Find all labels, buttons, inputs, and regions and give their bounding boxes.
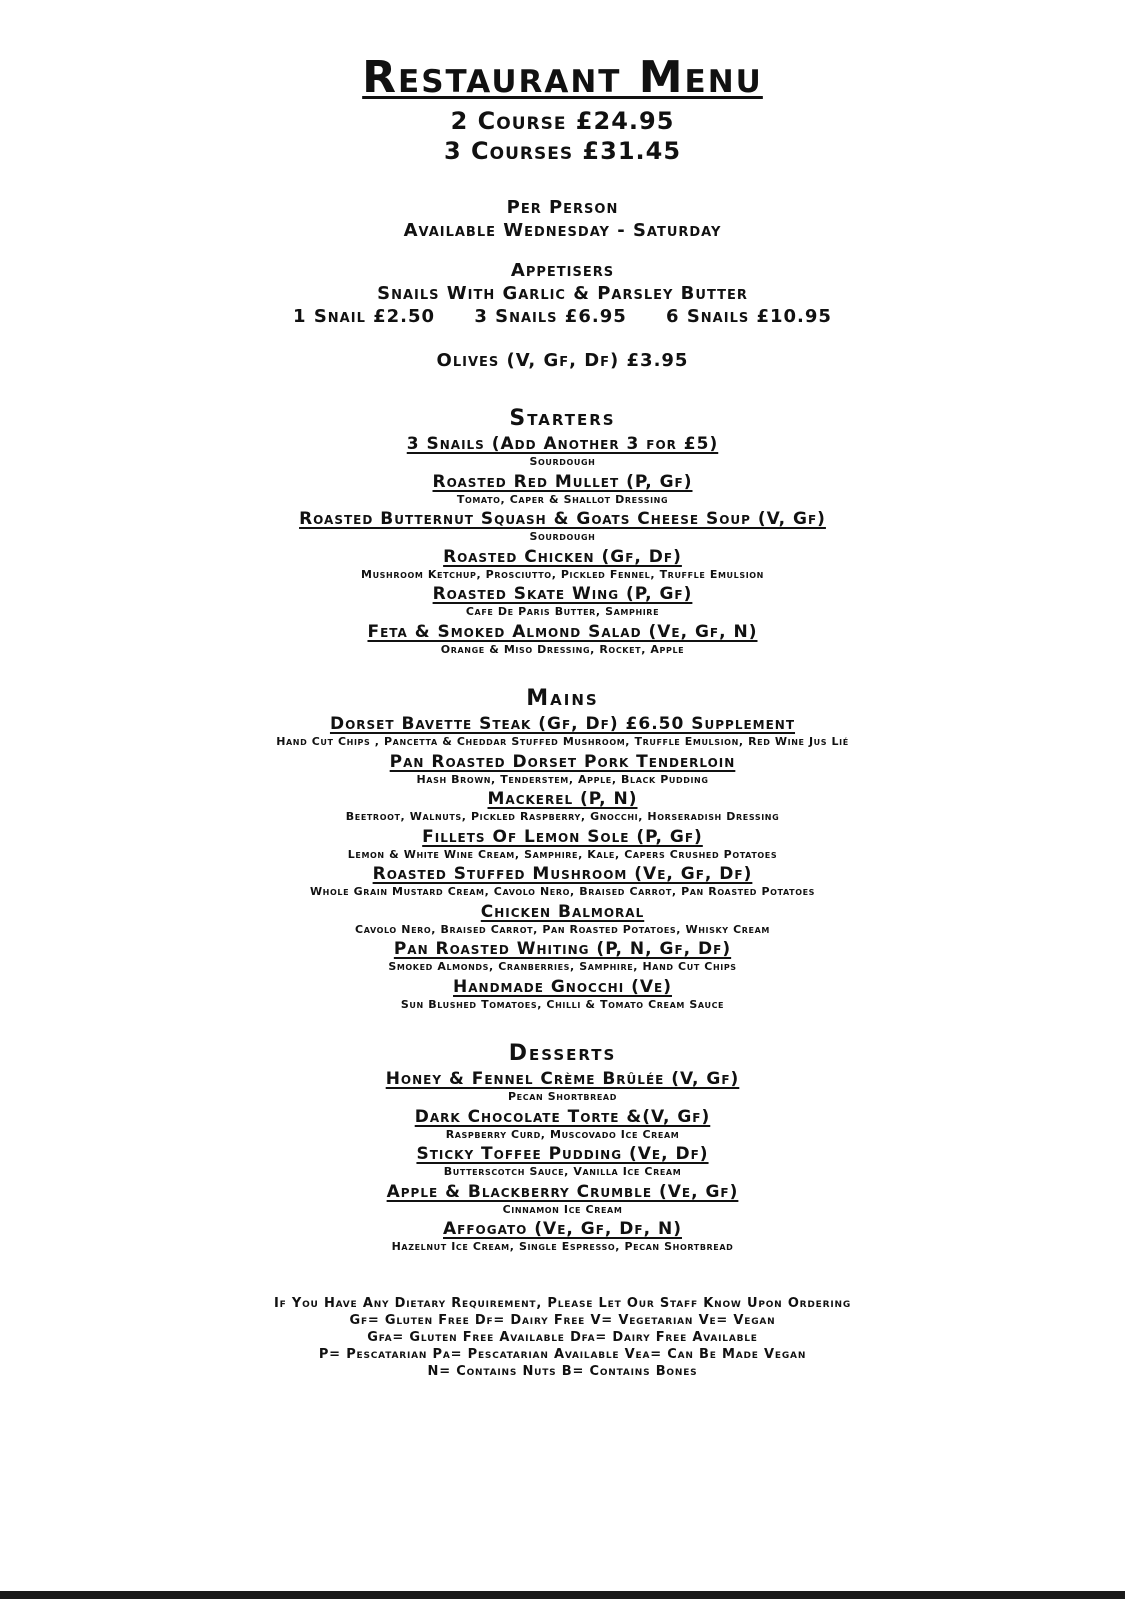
dietary-key-line: Gf= Gluten Free Df= Dairy Free V= Vegetarian Ve= Vegan (349, 1313, 776, 1328)
item-description: Pecan Shortbread (508, 1090, 617, 1103)
menu-item (0, 433, 1125, 471)
menu-item (0, 1181, 1125, 1219)
per-person-note: Per Person (506, 197, 619, 218)
dietary-key (0, 1295, 1125, 1380)
item-name: Dark Chocolate Torte &(V, Gf) (414, 1106, 711, 1127)
item-description: Beetroot, Walnuts, Pickled Raspberry, Gnocchi, Horseradish Dressing (345, 810, 780, 823)
item-description: Cinnamon Ice Cream (502, 1202, 623, 1216)
item-name: Mackerel (P, N) (487, 789, 638, 809)
item-name: Affogato (Ve, Gf, Df, N) (443, 1219, 682, 1239)
item-description: Cafe De Paris Butter, Samphire (465, 605, 660, 618)
menu-item (0, 788, 1125, 826)
item-name: Apple & Blackberry Crumble (Ve, Gf) (386, 1181, 739, 1202)
item-name: Chicken Balmoral (480, 901, 645, 922)
dietary-key-line: Gfa= Gluten Free Available Dfa= Dairy Free Available (367, 1330, 758, 1345)
item-name: Roasted Skate Wing (P, Gf) (432, 584, 693, 604)
dietary-key-line: P= Pescatarian Pa= Pescatarian Available Vea= Can Be Made Vegan (318, 1347, 807, 1362)
item-name: Roasted Butternut Squash & Goats Cheese Soup (V, Gf) (299, 509, 826, 529)
menu-item (0, 471, 1125, 509)
item-description: Tomato, Caper & Shallot Dressing (456, 492, 669, 506)
starters-list (0, 433, 1125, 658)
dietary-key-line: N= Contains Nuts B= Contains Bones (427, 1364, 698, 1379)
olives-appetiser: Olives (V, Gf, Df) £3.95 (436, 350, 689, 371)
item-name: Roasted Red Mullet (P, Gf) (432, 471, 693, 492)
menu-item (0, 938, 1125, 976)
dietary-notice: If You Have Any Dietary Requirement, Please Let Our Staff Know Upon Ordering (273, 1296, 852, 1311)
item-name: Fillets Of Lemon Sole (P, Gf) (422, 826, 703, 847)
menu-item (0, 1143, 1125, 1181)
item-description: Hazelnut Ice Cream, Single Espresso, Pecan Shortbread (391, 1240, 734, 1253)
menu-item (0, 508, 1125, 546)
item-description: Orange & Miso Dressing, Rocket, Apple (440, 642, 685, 656)
menu-item (0, 713, 1125, 751)
two-course-price: 2 Course £24.95 (450, 107, 675, 135)
menu-item (0, 976, 1125, 1014)
item-description: Hand Cut Chips , Pancetta & Cheddar Stuffed Mushroom, Truffle Emulsion, Red Wine Jus Lié (276, 735, 849, 748)
item-description: Sourdough (529, 530, 596, 543)
item-description: Raspberry Curd, Muscovado Ice Cream (445, 1127, 680, 1141)
mains-heading: Mains (526, 686, 599, 711)
menu-item (0, 583, 1125, 621)
desserts-heading: Desserts (508, 1041, 617, 1066)
item-name: 3 Snails (Add Another 3 for £5) (406, 434, 719, 454)
item-description: Hash Brown, Tenderstem, Apple, Black Pudding (416, 772, 709, 786)
menu-item (0, 826, 1125, 864)
item-name: Roasted Stuffed Mushroom (Ve, Gf, Df) (372, 864, 753, 884)
menu-item (0, 1218, 1125, 1256)
menu-item (0, 863, 1125, 901)
snails-appetiser-title: Snails With Garlic & Parsley Butter (377, 283, 748, 304)
item-description: Mushroom Ketchup, Prosciutto, Pickled Fennel, Truffle Emulsion (361, 567, 764, 581)
snail-price-3: 3 Snails £6.95 (474, 306, 627, 327)
item-name: Handmade Gnocchi (Ve) (453, 976, 672, 997)
bottom-edge-bar (0, 1591, 1125, 1599)
three-course-price: 3 Courses £31.45 (443, 137, 682, 165)
item-name: Pan Roasted Dorset Pork Tenderloin (389, 751, 736, 772)
appetisers-heading: Appetisers (510, 260, 615, 281)
starters-heading: Starters (509, 406, 616, 431)
item-description: Cavolo Nero, Braised Carrot, Pan Roasted Potatoes, Whisky Cream (355, 922, 770, 936)
snail-price-options (0, 305, 1125, 329)
item-name: Dorset Bavette Steak (Gf, Df) £6.50 Supplement (329, 714, 796, 734)
item-description: Whole Grain Mustard Cream, Cavolo Nero, Braised Carrot, Pan Roasted Potatoes (309, 885, 816, 898)
menu-item (0, 621, 1125, 659)
menu-item (0, 1106, 1125, 1144)
item-name: Feta & Smoked Almond Salad (Ve, Gf, N) (367, 621, 758, 642)
menu-title: Restaurant Menu (362, 52, 763, 103)
menu-item (0, 546, 1125, 584)
item-name: Pan Roasted Whiting (P, N, Gf, Df) (393, 939, 732, 959)
item-name: Roasted Chicken (Gf, Df) (443, 546, 682, 567)
desserts-list (0, 1068, 1125, 1256)
menu-item (0, 901, 1125, 939)
availability-note: Available Wednesday - Saturday (403, 220, 722, 241)
menu-item (0, 1068, 1125, 1106)
item-name: Sticky Toffee Pudding (Ve, Df) (416, 1144, 709, 1164)
item-description: Smoked Almonds, Cranberries, Samphire, Hand Cut Chips (388, 960, 737, 973)
snail-price-6: 6 Snails £10.95 (666, 306, 832, 327)
item-description: Butterscotch Sauce, Vanilla Ice Cream (443, 1165, 682, 1178)
item-name: Honey & Fennel Crème Brûlée (V, Gf) (385, 1069, 740, 1089)
item-description: Sun Blushed Tomatoes, Chilli & Tomato Cream Sauce (400, 997, 725, 1011)
snail-price-1: 1 Snail £2.50 (293, 306, 436, 327)
mains-list (0, 713, 1125, 1013)
menu-item (0, 751, 1125, 789)
item-description: Lemon & White Wine Cream, Samphire, Kale, Capers Crushed Potatoes (347, 847, 778, 861)
item-description: Sourdough (529, 455, 596, 468)
